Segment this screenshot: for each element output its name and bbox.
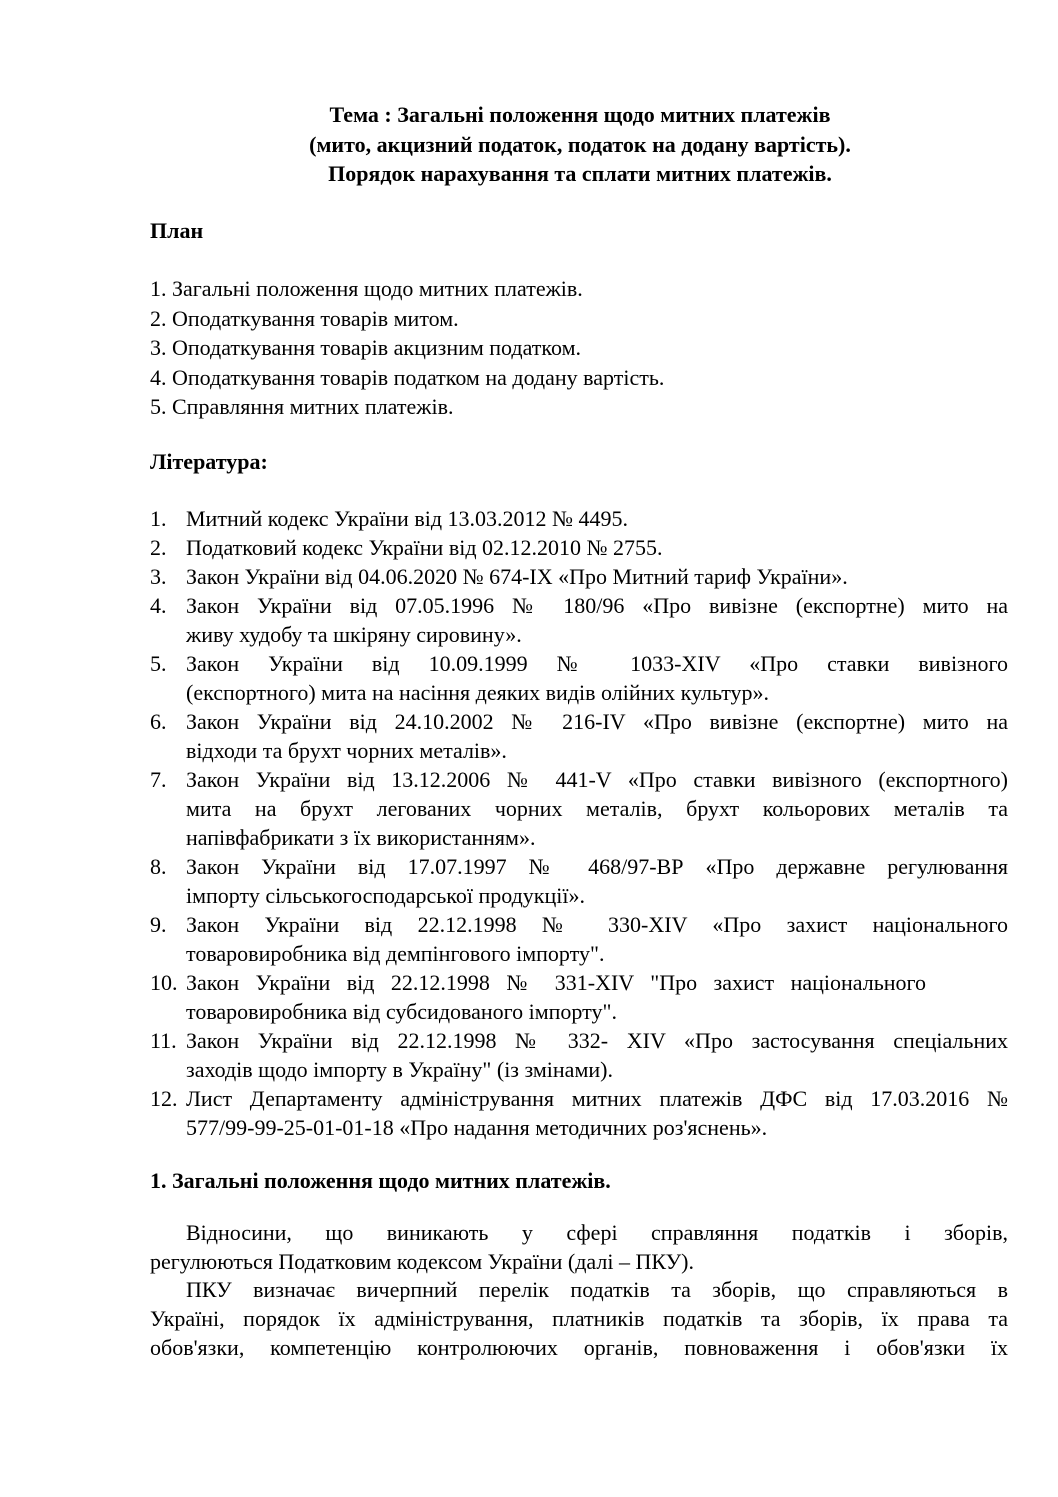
literature-item-line: Податковий кодекс України від 02.12.2010 № 2755. — [186, 535, 663, 560]
plan-item: 1. Загальні положення щодо митних платежів. — [150, 276, 583, 301]
paragraph-line: регулюються Податковим кодексом України (далі – ПКУ). — [150, 1249, 694, 1274]
literature-item — [150, 1026, 1008, 1084]
literature-item-line: Закон України від 22.12.1998 № 331-XIV "Про захист національного — [186, 970, 926, 995]
paragraph-line: ПКУ визначає вичерпний перелік податків та зборів, що справляються в — [186, 1277, 1008, 1302]
literature-item-number: 12. — [150, 1086, 178, 1111]
literature-item-line: Закон України від 13.12.2006 № 441-V «Про ставки вивізного (експортного) — [186, 767, 1008, 792]
plan-item: 2. Оподаткування товарів митом. — [150, 305, 459, 331]
literature-item-number: 1. — [150, 506, 167, 531]
plan-item: 4. Оподаткування товарів податком на додану вартість. — [150, 364, 665, 390]
literature-item-line: товаровиробника від субсидованого імпорту". — [186, 999, 617, 1024]
literature-item-number: 10. — [150, 970, 178, 995]
literature-item-line: товаровиробника від демпінгового імпорту". — [186, 941, 605, 966]
literature-heading: Література: — [150, 449, 268, 474]
paragraph-2 — [150, 1275, 1008, 1362]
literature-item-number: 4. — [150, 593, 167, 618]
literature-item — [150, 707, 1008, 765]
literature-item — [150, 591, 1008, 649]
plan-heading: План — [150, 218, 204, 243]
literature-list — [150, 504, 1008, 1142]
paragraph-line: Україні, порядок їх адміністрування, платників податків та зборів, їх права та — [150, 1306, 1008, 1331]
literature-item — [150, 533, 1008, 562]
literature-item — [150, 1084, 1008, 1142]
literature-item — [150, 910, 1008, 968]
section-heading: 1. Загальні положення щодо митних платежів. — [150, 1168, 611, 1193]
literature-item-number: 11. — [150, 1028, 177, 1053]
title-line-3: Порядок нарахування та сплати митних платежів. — [328, 161, 832, 186]
literature-item-line: 577/99-99-25-01-01-18 «Про надання методичних роз'яснень». — [186, 1115, 768, 1140]
literature-item-line: (експортного) мита на насіння деяких видів олійних культур». — [186, 680, 770, 705]
literature-item-line: Закон України від 07.05.1996 № 180/96 «Про вивізне (експортне) мито на — [186, 593, 1008, 618]
literature-item-line: Закон України від 22.12.1998 № 330-XIV «Про захист національного — [186, 912, 1008, 937]
paragraph-line: обов'язки, компетенцію контролюючих органів, повноваження і обов'язки їх — [150, 1335, 1008, 1360]
literature-item-line: імпорту сільськогосподарської продукції». — [186, 883, 585, 908]
document-title — [150, 100, 1010, 189]
literature-item-line: Закон України від 17.07.1997 № 468/97-ВР «Про державне регулювання — [186, 854, 1008, 879]
literature-item-line: Закон України від 22.12.1998 № 332- XIV «Про застосування спеціальних — [186, 1028, 1008, 1053]
literature-item — [150, 765, 1008, 852]
title-line-2: (мито, акцизний податок, податок на додану вартість). — [309, 131, 851, 157]
literature-item-number: 5. — [150, 651, 167, 676]
literature-item — [150, 968, 1008, 1026]
literature-item — [150, 852, 1008, 910]
literature-item-number: 9. — [150, 912, 167, 937]
literature-item — [150, 649, 1008, 707]
literature-item-number: 8. — [150, 854, 167, 879]
literature-item-line: живу худобу та шкіряну сировину». — [186, 622, 522, 647]
literature-item-line: Закон України від 24.10.2002 № 216-IV «Про вивізне (експортне) мито на — [186, 709, 1008, 734]
literature-item-number: 2. — [150, 535, 167, 560]
literature-item-line: Закон України від 10.09.1999 № 1033-XIV «Про ставки вивізного — [186, 651, 1008, 676]
literature-item-line: заходів щодо імпорту в Україну" (із змінами). — [186, 1057, 613, 1082]
paragraph-line: Відносини, що виникають у сфері справляння податків і зборів, — [186, 1220, 1008, 1245]
paragraph-1 — [150, 1218, 1008, 1276]
literature-item-line: напівфабрикати з їх використанням». — [186, 825, 536, 850]
literature-item-line: мита на брухт легованих чорних металів, брухт кольорових металів та — [186, 796, 1008, 821]
literature-item-number: 3. — [150, 564, 167, 589]
literature-item-line: Лист Департаменту адміністрування митних платежів ДФС від 17.03.2016 № — [186, 1086, 1008, 1111]
plan-list — [150, 274, 664, 422]
literature-item-number: 7. — [150, 767, 167, 792]
plan-item: 5. Справляння митних платежів. — [150, 394, 454, 419]
literature-item-number: 6. — [150, 709, 167, 734]
literature-item — [150, 562, 1008, 591]
literature-item-line: відходи та брухт чорних металів». — [186, 738, 507, 763]
literature-item-line: Закон України від 04.06.2020 № 674-IX «Про Митний тариф України». — [186, 564, 848, 589]
plan-item: 3. Оподаткування товарів акцизним податком. — [150, 335, 581, 360]
title-line-1: Тема : Загальні положення щодо митних платежів — [329, 102, 831, 127]
literature-item — [150, 504, 1008, 533]
literature-item-line: Митний кодекс України від 13.03.2012 № 4495. — [186, 506, 629, 531]
